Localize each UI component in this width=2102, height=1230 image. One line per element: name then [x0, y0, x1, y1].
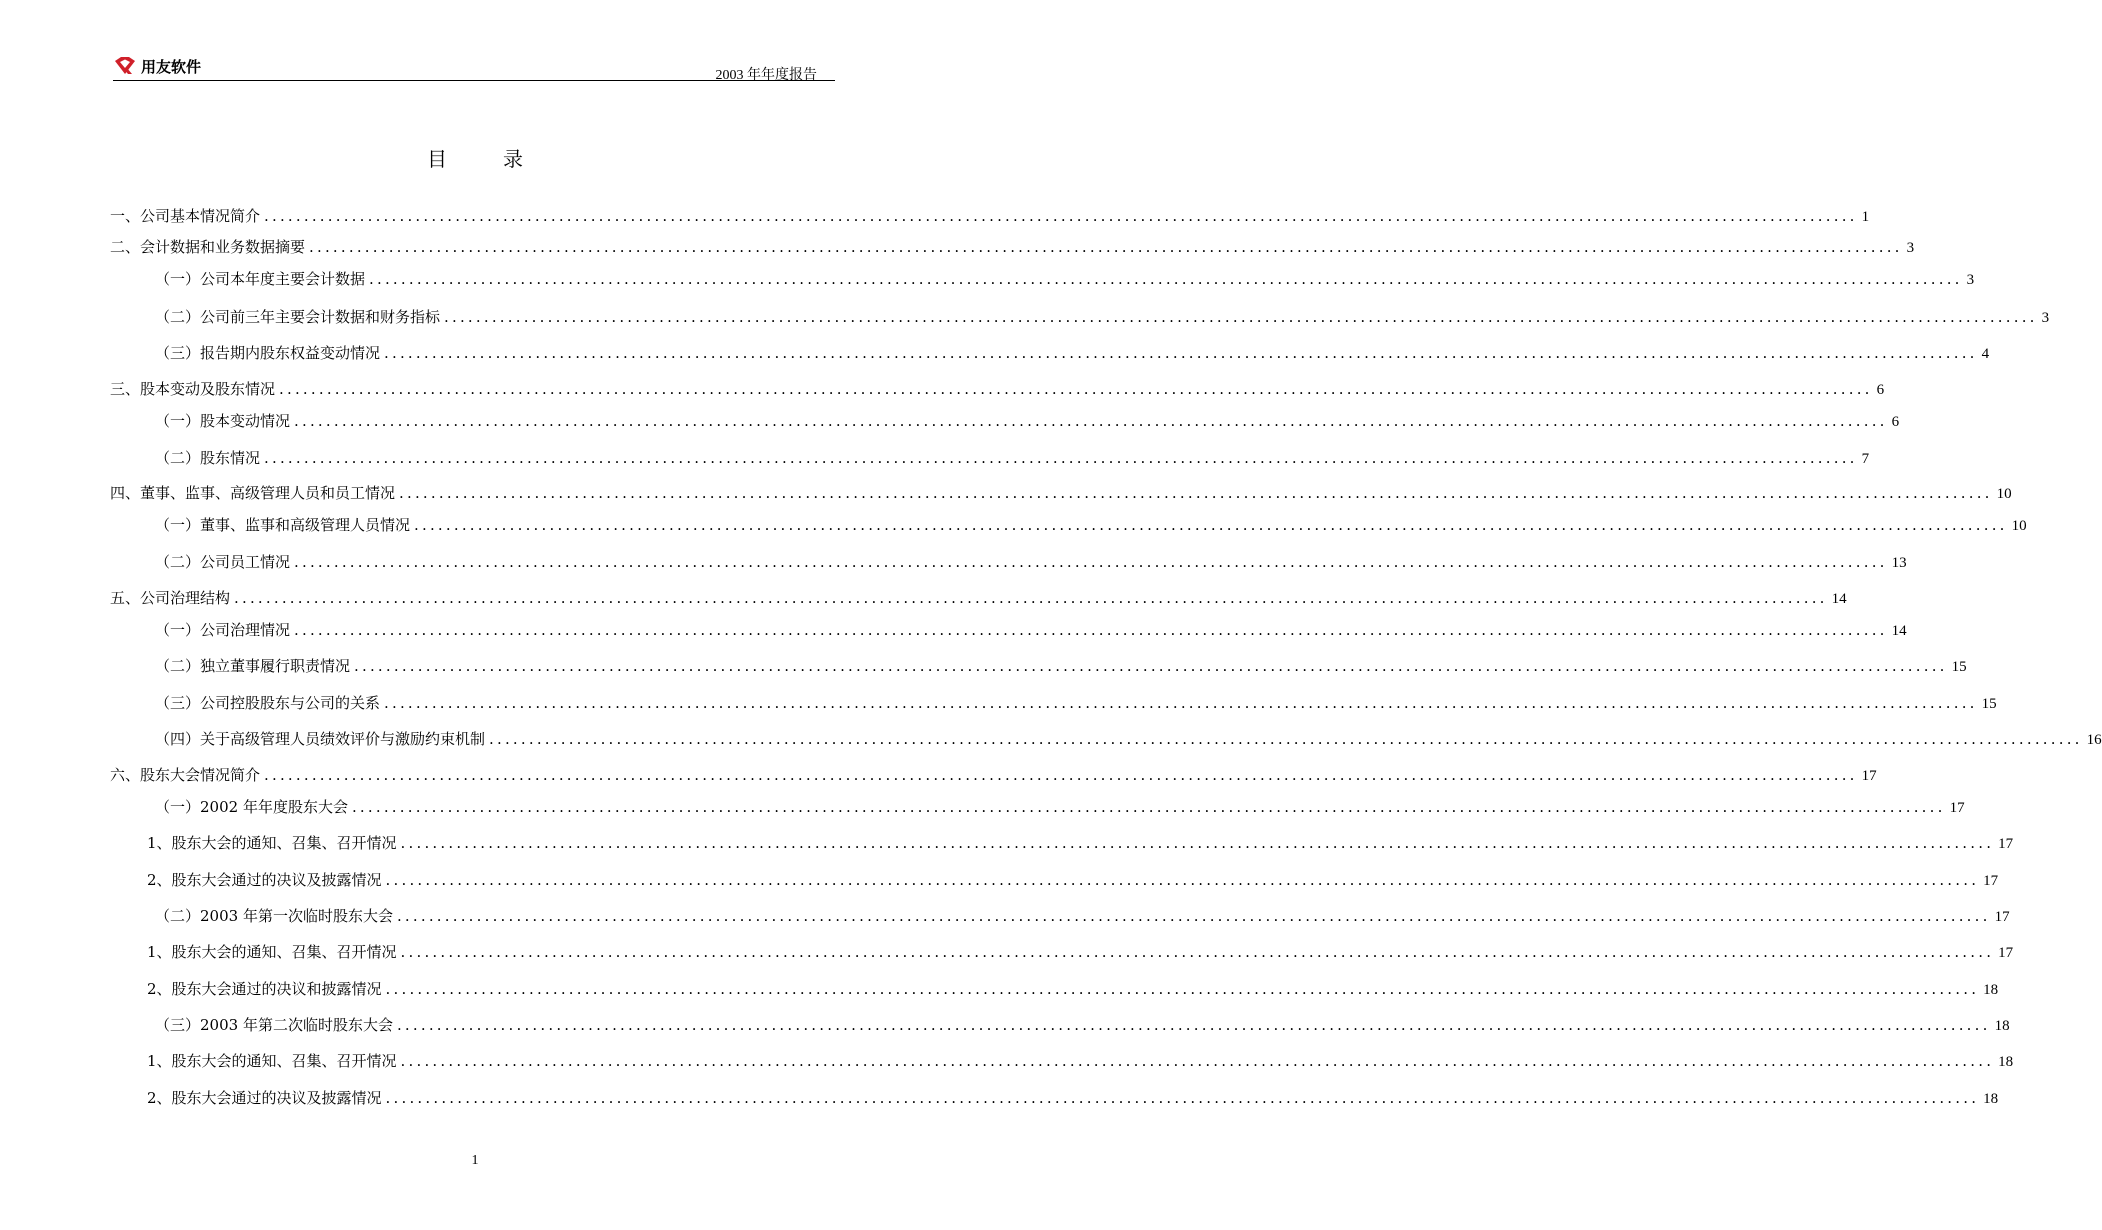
toc-dot-leader: ........................................................................................................................................................................................................	[400, 834, 1995, 852]
toc-dot-leader: ........................................................................................................................................................................................................	[399, 484, 1993, 502]
toc-entry-label: （一）公司本年度主要会计数据	[155, 270, 366, 288]
toc-entry[interactable]	[110, 1013, 2010, 1037]
toc-entry-label: 三、股本变动及股东情况	[110, 380, 276, 398]
toc-entry-label: 一、公司基本情况简介	[110, 207, 261, 225]
toc-entry-page: 1	[1861, 209, 1870, 225]
toc-dot-leader: ........................................................................................................................................................................................................	[444, 308, 2038, 326]
toc-entry-label: （三）公司控股股东与公司的关系	[155, 694, 381, 712]
toc-dot-leader: ........................................................................................................................................................................................................	[385, 980, 1980, 998]
toc-title: 目录	[427, 147, 579, 171]
toc-dot-leader: ........................................................................................................................................................................................................	[400, 943, 1995, 961]
toc-entry-label: 1、股东大会的通知、召集、召开情况	[147, 943, 397, 961]
toc-entry-label: 1、股东大会的通知、召集、召开情况	[147, 834, 397, 852]
toc-dot-leader: ........................................................................................................................................................................................................	[385, 1089, 1980, 1107]
toc-entry-label: （三）2003 年第二次临时股东大会	[155, 1016, 393, 1034]
toc-dot-leader: ........................................................................................................................................................................................................	[279, 380, 1873, 398]
page-header	[113, 54, 835, 81]
toc-entry-label: （二）2003 年第一次临时股东大会	[155, 907, 393, 925]
toc-entry-page: 14	[1891, 623, 1907, 639]
toc-entry-page: 3	[1966, 272, 1975, 288]
toc-dot-leader: ........................................................................................................................................................................................................	[384, 344, 1978, 362]
toc-entry-label: 2、股东大会通过的决议及披露情况	[147, 871, 382, 889]
toc-entry[interactable]	[110, 305, 2050, 329]
toc-entry-page: 4	[1981, 346, 1990, 362]
toc-entry[interactable]	[110, 377, 1885, 401]
toc-dot-leader: ........................................................................................................................................................................................................	[264, 449, 1858, 467]
toc-dot-leader: ........................................................................................................................................................................................................	[400, 1052, 1995, 1070]
toc-entry-page: 15	[1951, 659, 1967, 675]
toc-entry[interactable]	[110, 868, 1999, 892]
toc-entry-page: 10	[2011, 518, 2027, 534]
toc-entry[interactable]	[110, 586, 1847, 610]
toc-entry-page: 16	[2086, 732, 2102, 748]
toc-entry[interactable]	[110, 1086, 1999, 1110]
toc-entry-label: （一）股本变动情况	[155, 412, 291, 430]
toc-entry-page: 17	[1983, 873, 1999, 889]
toc-entry-label: （一）公司治理情况	[155, 621, 291, 639]
toc-entry-page: 17	[1998, 836, 2014, 852]
toc-entry-page: 18	[1983, 982, 1999, 998]
toc-entry[interactable]	[110, 341, 1990, 365]
company-name: 用友软件	[141, 57, 202, 76]
report-title: 2003 年年度报告	[715, 68, 817, 83]
toc-entry[interactable]	[110, 1049, 2014, 1073]
toc-entry[interactable]	[110, 204, 1870, 228]
toc-dot-leader: ........................................................................................................................................................................................................	[294, 412, 1888, 430]
toc-entry-page: 18	[1983, 1091, 1999, 1107]
toc-entry[interactable]	[110, 446, 1870, 470]
toc-entry[interactable]	[110, 691, 1997, 715]
toc-dot-leader: ........................................................................................................................................................................................................	[294, 621, 1888, 639]
toc-entry-label: （四）关于高级管理人员绩效评价与激励约束机制	[155, 730, 486, 748]
toc-entry[interactable]	[110, 618, 1907, 642]
toc-entry[interactable]	[110, 481, 2012, 505]
toc-entry[interactable]	[110, 550, 1907, 574]
toc-entry-page: 6	[1891, 414, 1900, 430]
toc-dot-leader: ........................................................................................................................................................................................................	[354, 657, 1948, 675]
toc-entry[interactable]	[110, 940, 2014, 964]
toc-entry-page: 15	[1981, 696, 1997, 712]
toc-entry-page: 17	[1861, 768, 1877, 784]
toc-dot-leader: ........................................................................................................................................................................................................	[264, 207, 1858, 225]
toc-entry-page: 3	[2041, 310, 2050, 326]
toc-entry-page: 18	[1998, 1054, 2014, 1070]
toc-entry-label: 2、股东大会通过的决议及披露情况	[147, 1089, 382, 1107]
toc-entry-label: （三）报告期内股东权益变动情况	[155, 344, 381, 362]
toc-entry[interactable]	[110, 727, 2102, 751]
toc-dot-leader: ........................................................................................................................................................................................................	[489, 730, 2083, 748]
toc-entry-label: 二、会计数据和业务数据摘要	[110, 238, 306, 256]
toc-entry[interactable]	[110, 513, 2027, 537]
toc-dot-leader: ........................................................................................................................................................................................................	[264, 766, 1858, 784]
toc-dot-leader: ........................................................................................................................................................................................................	[396, 1016, 1991, 1034]
toc-entry[interactable]	[110, 267, 1975, 291]
toc-dot-leader: ........................................................................................................................................................................................................	[234, 589, 1828, 607]
toc-entry[interactable]	[110, 654, 1967, 678]
toc-entry-page: 13	[1891, 555, 1907, 571]
toc-entry[interactable]	[110, 795, 1965, 819]
toc-entry-label: （二）独立董事履行职责情况	[155, 657, 351, 675]
toc-entry[interactable]	[110, 763, 1877, 787]
toc-entry[interactable]	[110, 831, 2014, 855]
company-logo	[113, 56, 201, 76]
toc-entry-label: 四、董事、监事、高级管理人员和员工情况	[110, 484, 396, 502]
toc-entry-label: 五、公司治理结构	[110, 589, 231, 607]
toc-entry-label: （二）公司员工情况	[155, 553, 291, 571]
toc-entry[interactable]	[110, 904, 2010, 928]
toc-entry-label: 六、股东大会情况简介	[110, 766, 261, 784]
toc-entry-page: 18	[1994, 1018, 2010, 1034]
toc-entry-label: 1、股东大会的通知、召集、召开情况	[147, 1052, 397, 1070]
toc-dot-leader: ........................................................................................................................................................................................................	[396, 907, 1991, 925]
page-number: 1	[471, 1153, 479, 1168]
toc-entry-page: 10	[1996, 486, 2012, 502]
toc-entry-page: 6	[1876, 382, 1885, 398]
toc-entry-page: 3	[1906, 240, 1915, 256]
toc-entry[interactable]	[110, 235, 1915, 259]
toc-entry[interactable]	[110, 409, 1900, 433]
toc-entry-label: （一）2002 年年度股东大会	[155, 798, 348, 816]
toc-entry-label: （二）股东情况	[155, 449, 261, 467]
toc-dot-leader: ........................................................................................................................................................................................................	[309, 238, 1903, 256]
toc-dot-leader: ........................................................................................................................................................................................................	[385, 871, 1980, 889]
toc-entry[interactable]	[110, 977, 1999, 1001]
toc-entry-page: 17	[1994, 909, 2010, 925]
toc-entry-page: 17	[1949, 800, 1965, 816]
toc-dot-leader: ........................................................................................................................................................................................................	[294, 553, 1888, 571]
toc-dot-leader: ........................................................................................................................................................................................................	[351, 798, 1946, 816]
toc-entry-label: 2、股东大会通过的决议和披露情况	[147, 980, 382, 998]
ufida-logo-icon	[113, 56, 137, 76]
toc-entry-label: （一）董事、监事和高级管理人员情况	[155, 516, 411, 534]
toc-dot-leader: ........................................................................................................................................................................................................	[369, 270, 1963, 288]
toc-entry-page: 17	[1998, 945, 2014, 961]
toc-entry-page: 7	[1861, 451, 1870, 467]
toc-dot-leader: ........................................................................................................................................................................................................	[414, 516, 2008, 534]
toc-entry-page: 14	[1831, 591, 1847, 607]
toc-entry-label: （二）公司前三年主要会计数据和财务指标	[155, 308, 441, 326]
toc-dot-leader: ........................................................................................................................................................................................................	[384, 694, 1978, 712]
